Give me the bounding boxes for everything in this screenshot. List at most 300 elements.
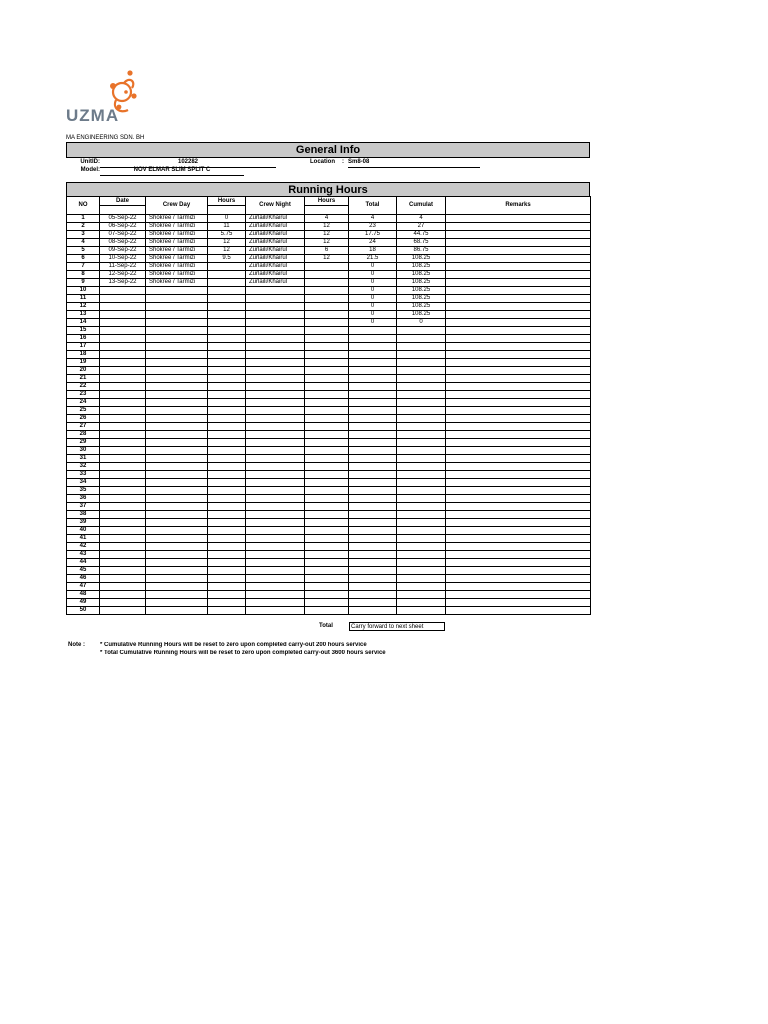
cell-total: 0 <box>349 271 397 279</box>
cell-total <box>349 447 397 455</box>
cell-no: 2 <box>67 223 100 231</box>
cell-cumulat <box>397 343 446 351</box>
header-date-sub <box>100 206 146 215</box>
cell-cumulat <box>397 527 446 535</box>
cell-crew-night: Zurlaili/Khairul <box>246 231 305 239</box>
cell-hours-day <box>208 359 246 367</box>
cell-remarks <box>446 535 591 543</box>
cell-date <box>100 503 146 511</box>
cell-crew-day <box>146 575 208 583</box>
cell-date <box>100 351 146 359</box>
cell-hours-day <box>208 503 246 511</box>
table-row <box>67 311 591 319</box>
cell-hours-day <box>208 319 246 327</box>
cell-hours-day <box>208 519 246 527</box>
cell-crew-night <box>246 319 305 327</box>
cell-cumulat <box>397 415 446 423</box>
cell-crew-night <box>246 447 305 455</box>
cell-total <box>349 471 397 479</box>
cell-no: 44 <box>67 559 100 567</box>
cell-date <box>100 535 146 543</box>
table-row <box>67 487 591 495</box>
cell-crew-night <box>246 383 305 391</box>
cell-crew-day <box>146 391 208 399</box>
cell-hours-day <box>208 543 246 551</box>
cell-remarks <box>446 311 591 319</box>
cell-total <box>349 479 397 487</box>
cell-date: 12-Sep-22 <box>100 271 146 279</box>
cell-hours-day <box>208 383 246 391</box>
cell-hours-day <box>208 431 246 439</box>
cell-crew-day <box>146 351 208 359</box>
cell-cumulat <box>397 327 446 335</box>
cell-remarks <box>446 439 591 447</box>
cell-crew-day <box>146 471 208 479</box>
cell-crew-night <box>246 359 305 367</box>
cell-cumulat: 108.25 <box>397 279 446 287</box>
cell-no: 9 <box>67 279 100 287</box>
cell-cumulat <box>397 375 446 383</box>
cell-cumulat <box>397 351 446 359</box>
cell-no: 45 <box>67 567 100 575</box>
running-hours-table <box>66 196 591 615</box>
cell-hours-night <box>305 295 349 303</box>
cell-date <box>100 439 146 447</box>
cell-no: 15 <box>67 327 100 335</box>
cell-crew-day <box>146 335 208 343</box>
table-row <box>67 271 591 279</box>
cell-remarks <box>446 463 591 471</box>
cell-remarks <box>446 231 591 239</box>
cell-crew-night <box>246 423 305 431</box>
cell-remarks <box>446 335 591 343</box>
cell-crew-night <box>246 439 305 447</box>
cell-cumulat <box>397 519 446 527</box>
cell-hours-night <box>305 559 349 567</box>
cell-remarks <box>446 599 591 607</box>
cell-total: 0 <box>349 263 397 271</box>
cell-remarks <box>446 431 591 439</box>
cell-hours-day <box>208 415 246 423</box>
cell-hours-day: 5.75 <box>208 231 246 239</box>
cell-cumulat <box>397 487 446 495</box>
cell-crew-night <box>246 559 305 567</box>
cell-crew-night <box>246 431 305 439</box>
table-row <box>67 383 591 391</box>
cell-hours-day <box>208 551 246 559</box>
model-label: Model: <box>80 167 100 173</box>
cell-hours-night <box>305 287 349 295</box>
cell-hours-day <box>208 455 246 463</box>
cell-remarks <box>446 543 591 551</box>
cell-crew-day <box>146 319 208 327</box>
cell-date <box>100 327 146 335</box>
cell-no: 46 <box>67 575 100 583</box>
cell-total <box>349 511 397 519</box>
cell-no: 47 <box>67 583 100 591</box>
uzma-logo-icon <box>64 66 154 128</box>
cell-hours-night <box>305 335 349 343</box>
cell-hours-night <box>305 279 349 287</box>
cell-crew-night <box>246 543 305 551</box>
running-hours-body <box>67 215 591 615</box>
cell-total <box>349 551 397 559</box>
cell-total <box>349 415 397 423</box>
cell-crew-night <box>246 351 305 359</box>
cell-no: 34 <box>67 479 100 487</box>
cell-hours-night <box>305 271 349 279</box>
cell-total: 23 <box>349 223 397 231</box>
table-row <box>67 543 591 551</box>
cell-remarks <box>446 519 591 527</box>
cell-no: 31 <box>67 455 100 463</box>
cell-total <box>349 407 397 415</box>
cell-hours-day: 9.5 <box>208 255 246 263</box>
cell-date <box>100 551 146 559</box>
table-row <box>67 607 591 615</box>
cell-hours-day <box>208 271 246 279</box>
cell-total: 0 <box>349 311 397 319</box>
cell-crew-night <box>246 503 305 511</box>
cell-no: 11 <box>67 295 100 303</box>
cell-hours-night <box>305 463 349 471</box>
cell-hours-day <box>208 423 246 431</box>
cell-hours-day <box>208 607 246 615</box>
table-row <box>67 471 591 479</box>
cell-date <box>100 399 146 407</box>
cell-cumulat <box>397 479 446 487</box>
cell-crew-night: Zurlaili/Khairul <box>246 247 305 255</box>
cell-crew-day <box>146 383 208 391</box>
logo-text: UZMA <box>66 106 120 125</box>
cell-crew-night: Zurlaili/Khairul <box>246 255 305 263</box>
cell-cumulat <box>397 463 446 471</box>
table-row <box>67 263 591 271</box>
cell-crew-night <box>246 487 305 495</box>
cell-no: 17 <box>67 343 100 351</box>
cell-total: 17.75 <box>349 231 397 239</box>
cell-crew-night <box>246 535 305 543</box>
cell-crew-day <box>146 367 208 375</box>
cell-no: 26 <box>67 415 100 423</box>
table-row <box>67 335 591 343</box>
cell-total <box>349 391 397 399</box>
cell-remarks <box>446 591 591 599</box>
cell-hours-day <box>208 351 246 359</box>
table-row <box>67 423 591 431</box>
cell-remarks <box>446 583 591 591</box>
cell-total <box>349 535 397 543</box>
cell-hours-night <box>305 599 349 607</box>
cell-cumulat <box>397 383 446 391</box>
cell-total <box>349 575 397 583</box>
cell-total <box>349 559 397 567</box>
cell-date <box>100 295 146 303</box>
cell-crew-night <box>246 591 305 599</box>
cell-no: 40 <box>67 527 100 535</box>
cell-crew-day <box>146 559 208 567</box>
cell-crew-day <box>146 479 208 487</box>
cell-hours-day <box>208 591 246 599</box>
cell-remarks <box>446 447 591 455</box>
cell-date <box>100 367 146 375</box>
cell-cumulat <box>397 583 446 591</box>
model-row <box>66 167 590 176</box>
cell-date <box>100 519 146 527</box>
cell-cumulat: 4 <box>397 215 446 223</box>
location-separator: : <box>342 159 344 165</box>
cell-hours-night <box>305 543 349 551</box>
cell-crew-day <box>146 535 208 543</box>
cell-date <box>100 375 146 383</box>
cell-total <box>349 375 397 383</box>
cell-crew-night <box>246 327 305 335</box>
cell-cumulat <box>397 367 446 375</box>
cell-date <box>100 359 146 367</box>
cell-hours-night <box>305 327 349 335</box>
cell-total: 24 <box>349 239 397 247</box>
cell-no: 38 <box>67 511 100 519</box>
cell-hours-night: 12 <box>305 239 349 247</box>
cell-hours-day <box>208 279 246 287</box>
cell-no: 25 <box>67 407 100 415</box>
cell-hours-night <box>305 519 349 527</box>
cell-crew-night <box>246 479 305 487</box>
cell-cumulat <box>397 359 446 367</box>
cell-remarks <box>446 471 591 479</box>
cell-no: 13 <box>67 311 100 319</box>
cell-cumulat <box>397 607 446 615</box>
cell-no: 1 <box>67 215 100 223</box>
cell-remarks <box>446 511 591 519</box>
cell-crew-day <box>146 567 208 575</box>
cell-hours-night <box>305 503 349 511</box>
cell-remarks <box>446 215 591 223</box>
cell-cumulat <box>397 391 446 399</box>
carry-forward-box: Carry forward to next sheet <box>349 622 445 631</box>
cell-date <box>100 455 146 463</box>
cell-remarks <box>446 263 591 271</box>
cell-hours-night <box>305 351 349 359</box>
table-row <box>67 247 591 255</box>
cell-crew-day <box>146 487 208 495</box>
cell-crew-night <box>246 463 305 471</box>
cell-crew-night: Zurlaili/Khairul <box>246 223 305 231</box>
cell-crew-day <box>146 399 208 407</box>
cell-hours-night <box>305 303 349 311</box>
cell-no: 22 <box>67 383 100 391</box>
cell-crew-night <box>246 407 305 415</box>
cell-remarks <box>446 415 591 423</box>
cell-crew-day <box>146 295 208 303</box>
table-row <box>67 255 591 263</box>
table-row <box>67 343 591 351</box>
cell-hours-night <box>305 375 349 383</box>
cell-crew-day <box>146 527 208 535</box>
cell-hours-day <box>208 559 246 567</box>
cell-total <box>349 399 397 407</box>
cell-remarks <box>446 527 591 535</box>
cell-total <box>349 439 397 447</box>
cell-no: 24 <box>67 399 100 407</box>
table-row <box>67 327 591 335</box>
cell-crew-day <box>146 303 208 311</box>
cell-date <box>100 407 146 415</box>
cell-date <box>100 495 146 503</box>
cell-remarks <box>446 303 591 311</box>
cell-hours-day <box>208 575 246 583</box>
cell-cumulat <box>397 535 446 543</box>
cell-total <box>349 487 397 495</box>
cell-date: 08-Sep-22 <box>100 239 146 247</box>
cell-no: 23 <box>67 391 100 399</box>
cell-remarks <box>446 495 591 503</box>
cell-total <box>349 519 397 527</box>
cell-no: 33 <box>67 471 100 479</box>
cell-hours-day <box>208 495 246 503</box>
table-row <box>67 375 591 383</box>
cell-hours-night <box>305 567 349 575</box>
cell-crew-day: Shokree / Tarmizi <box>146 271 208 279</box>
cell-no: 43 <box>67 551 100 559</box>
cell-cumulat: 108.25 <box>397 271 446 279</box>
cell-remarks <box>446 607 591 615</box>
cell-hours-night: 12 <box>305 231 349 239</box>
cell-crew-day <box>146 287 208 295</box>
note-line-1: * Cumulative Running Hours will be reset to zero upon completed carry-out 200 hours service <box>100 642 367 648</box>
cell-date: 06-Sep-22 <box>100 223 146 231</box>
cell-date <box>100 311 146 319</box>
cell-no: 4 <box>67 239 100 247</box>
cell-date <box>100 415 146 423</box>
cell-hours-day <box>208 583 246 591</box>
table-row <box>67 591 591 599</box>
cell-remarks <box>446 239 591 247</box>
cell-date <box>100 607 146 615</box>
cell-crew-day <box>146 415 208 423</box>
cell-remarks <box>446 351 591 359</box>
cell-crew-day <box>146 463 208 471</box>
cell-hours-night <box>305 487 349 495</box>
table-row <box>67 511 591 519</box>
cell-crew-night <box>246 575 305 583</box>
cell-hours-day <box>208 375 246 383</box>
cell-remarks <box>446 487 591 495</box>
cell-date: 09-Sep-22 <box>100 247 146 255</box>
cell-remarks <box>446 559 591 567</box>
cell-date <box>100 559 146 567</box>
table-row <box>67 519 591 527</box>
cell-crew-day: Shokree / Tarmizi <box>146 255 208 263</box>
unit-id-value: 102282 <box>100 159 276 168</box>
cell-hours-night <box>305 391 349 399</box>
table-row <box>67 215 591 223</box>
cell-total <box>349 495 397 503</box>
cell-crew-night <box>246 567 305 575</box>
cell-crew-night <box>246 367 305 375</box>
cell-crew-day <box>146 439 208 447</box>
cell-crew-night <box>246 607 305 615</box>
table-row <box>67 527 591 535</box>
cell-crew-day <box>146 495 208 503</box>
cell-no: 30 <box>67 447 100 455</box>
cell-hours-night <box>305 495 349 503</box>
cell-no: 14 <box>67 319 100 327</box>
cell-crew-day: Shokree / Tarmizi <box>146 215 208 223</box>
cell-hours-night <box>305 407 349 415</box>
cell-hours-night <box>305 591 349 599</box>
cell-date <box>100 511 146 519</box>
cell-cumulat: 108.25 <box>397 311 446 319</box>
cell-crew-night <box>246 343 305 351</box>
cell-hours-night <box>305 447 349 455</box>
cell-crew-night <box>246 287 305 295</box>
cell-date <box>100 575 146 583</box>
cell-cumulat <box>397 575 446 583</box>
cell-hours-day <box>208 335 246 343</box>
cell-hours-day <box>208 263 246 271</box>
cell-hours-day <box>208 567 246 575</box>
cell-cumulat <box>397 335 446 343</box>
cell-total <box>349 567 397 575</box>
cell-remarks <box>446 367 591 375</box>
cell-date <box>100 431 146 439</box>
cell-date: 10-Sep-22 <box>100 255 146 263</box>
cell-no: 8 <box>67 271 100 279</box>
cell-cumulat <box>397 543 446 551</box>
cell-remarks <box>446 295 591 303</box>
cell-cumulat <box>397 599 446 607</box>
cell-total <box>349 455 397 463</box>
table-row <box>67 535 591 543</box>
cell-hours-night <box>305 263 349 271</box>
cell-cumulat: 68.75 <box>397 239 446 247</box>
cell-cumulat: 108.25 <box>397 263 446 271</box>
cell-date <box>100 463 146 471</box>
cell-crew-night: Zurlaili/Khairul <box>246 263 305 271</box>
running-hours-title: Running Hours <box>66 182 590 197</box>
cell-hours-night <box>305 383 349 391</box>
cell-total: 0 <box>349 287 397 295</box>
cell-crew-day <box>146 343 208 351</box>
cell-total <box>349 591 397 599</box>
cell-hours-day <box>208 535 246 543</box>
cell-total <box>349 359 397 367</box>
cell-hours-night: 12 <box>305 255 349 263</box>
cell-remarks <box>446 343 591 351</box>
cell-date <box>100 391 146 399</box>
cell-hours-night <box>305 551 349 559</box>
cell-total <box>349 527 397 535</box>
cell-hours-night <box>305 583 349 591</box>
cell-hours-night <box>305 359 349 367</box>
cell-date <box>100 383 146 391</box>
cell-crew-night <box>246 335 305 343</box>
cell-cumulat <box>397 455 446 463</box>
table-row <box>67 415 591 423</box>
cell-hours-night <box>305 439 349 447</box>
cell-cumulat: 108.25 <box>397 295 446 303</box>
cell-crew-day <box>146 511 208 519</box>
note-line-2: * Total Cumulative Running Hours will be reset to zero upon completed carry-out 3600 hours service <box>100 650 386 656</box>
cell-cumulat <box>397 591 446 599</box>
cell-crew-night <box>246 527 305 535</box>
cell-hours-night <box>305 527 349 535</box>
table-row <box>67 559 591 567</box>
cell-total <box>349 431 397 439</box>
cell-hours-day <box>208 599 246 607</box>
cell-crew-night <box>246 583 305 591</box>
